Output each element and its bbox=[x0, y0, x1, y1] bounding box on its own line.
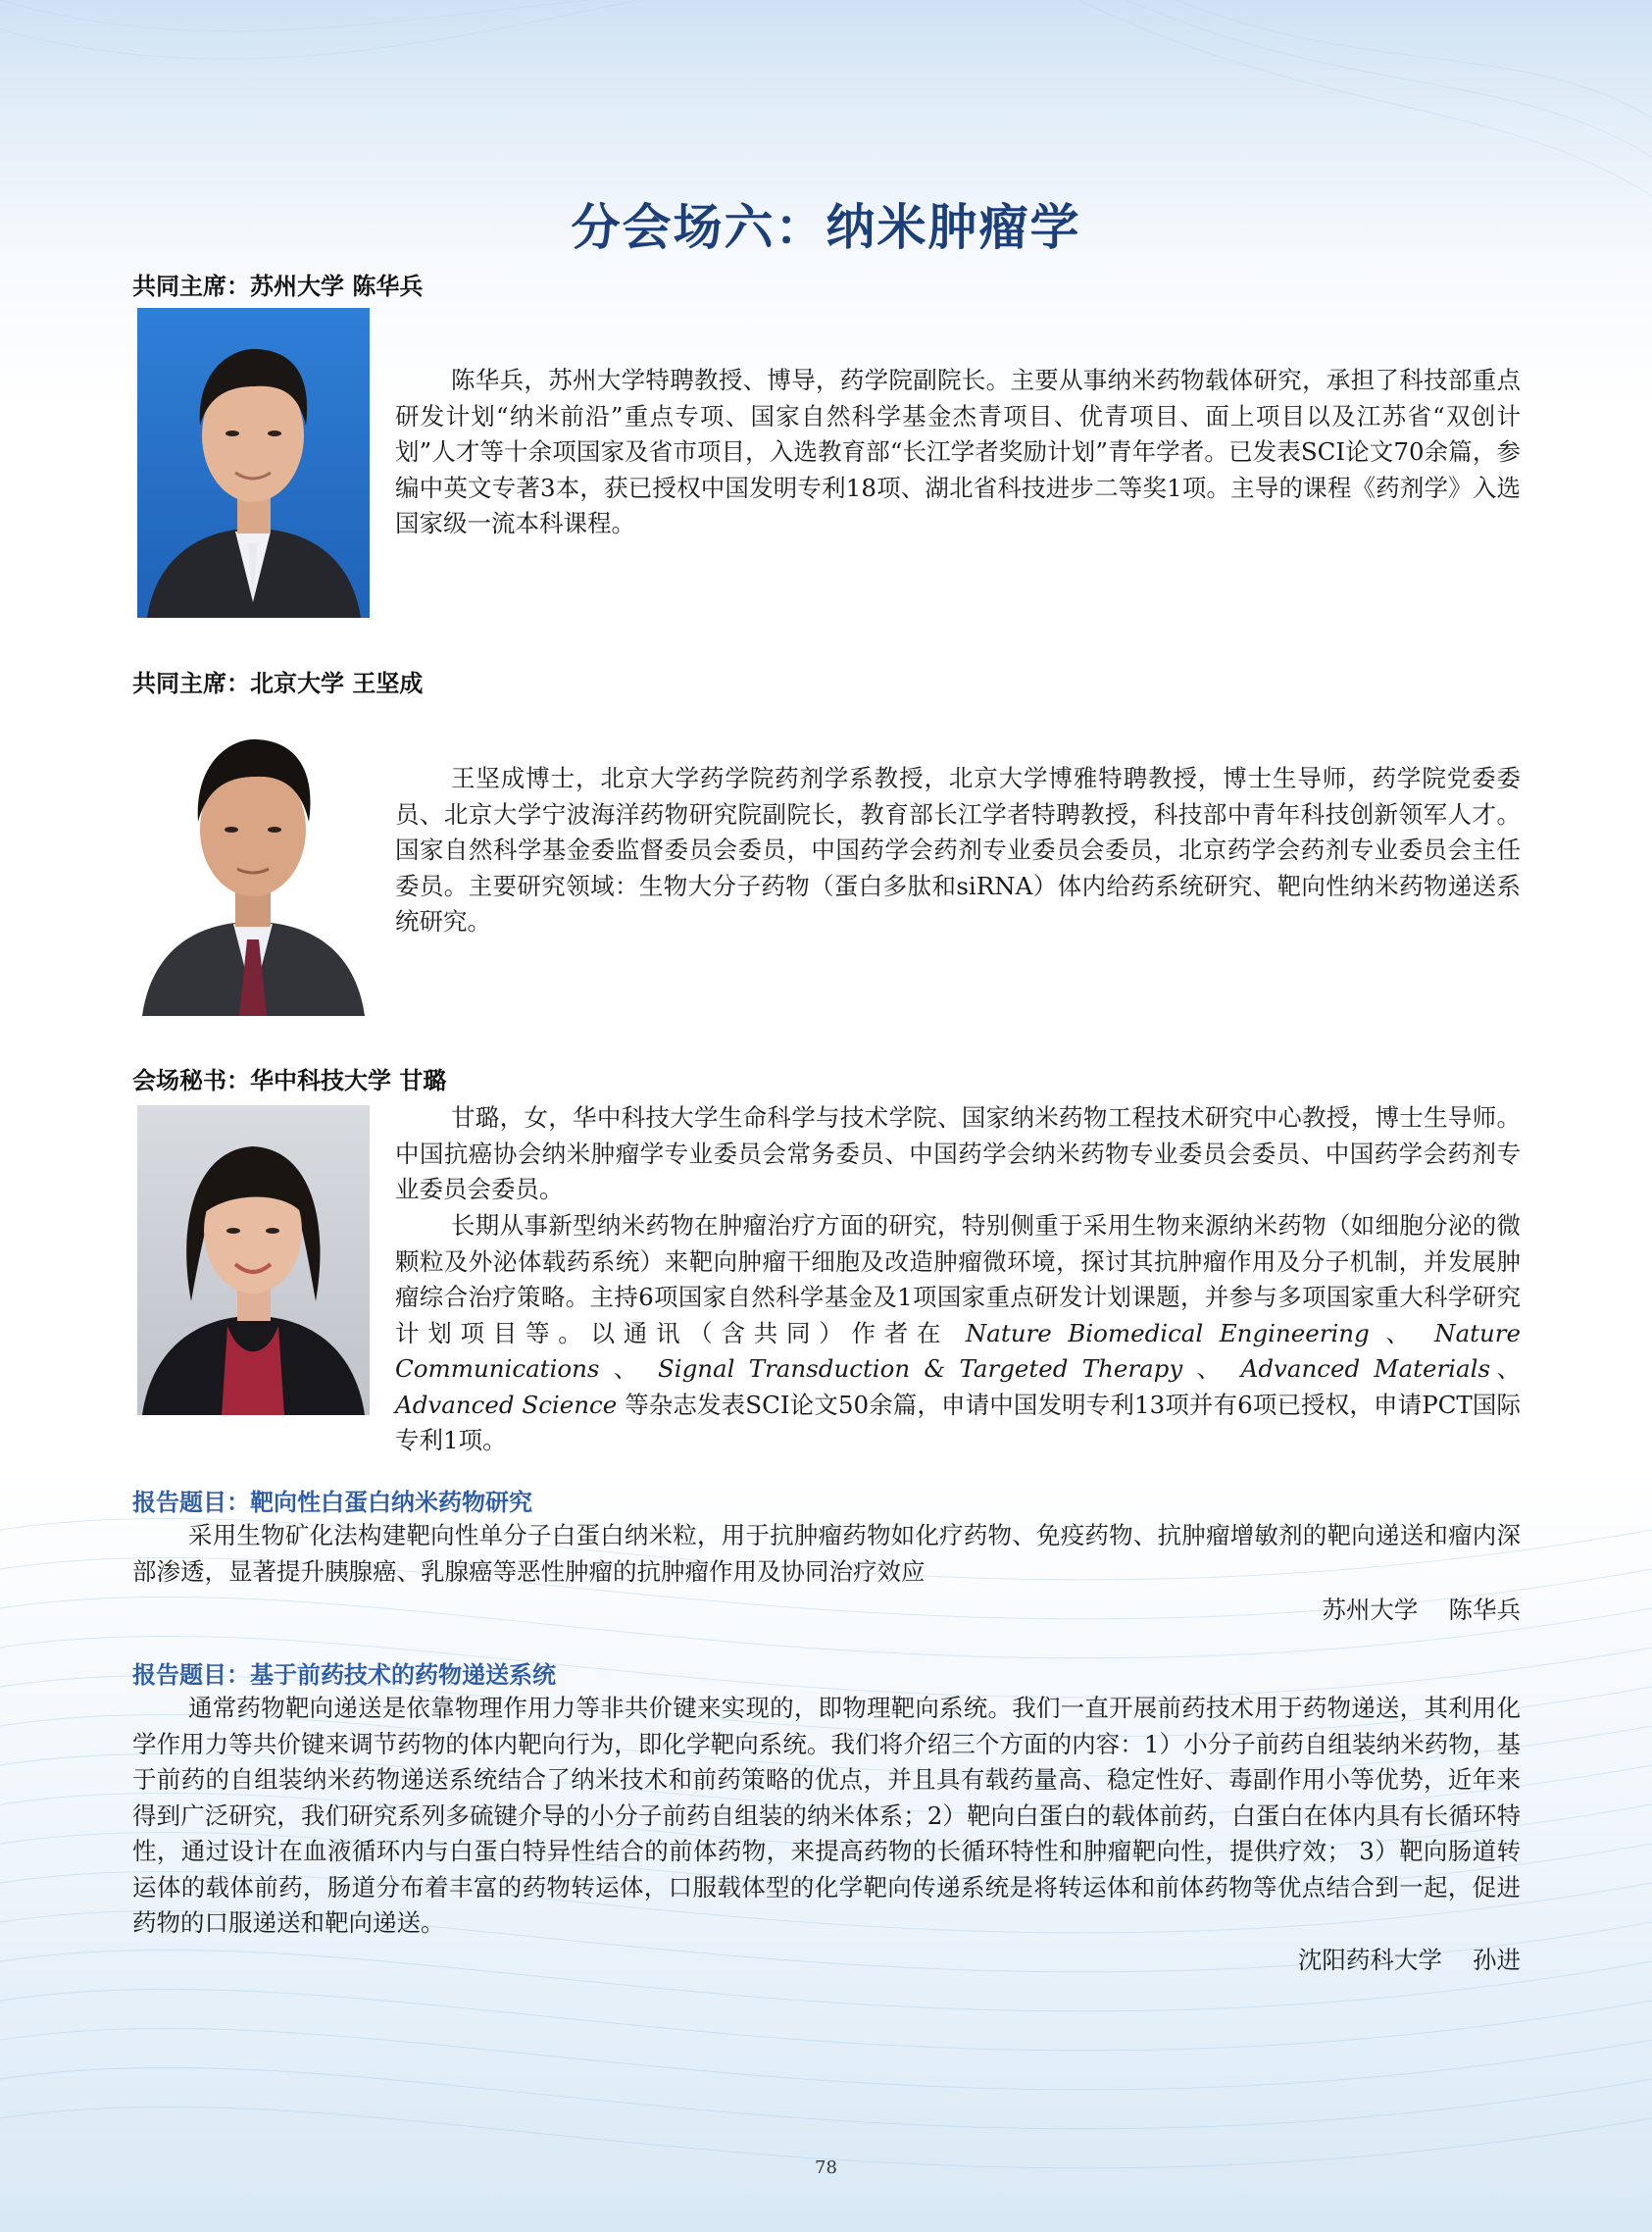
speaker-role-wang: 共同主席：北京大学 王坚成 bbox=[132, 670, 424, 697]
bio-paragraph-2 bbox=[395, 1208, 1521, 1459]
bio-text: 长期从事新型纳米药物在肿瘤治疗方面的研究，特别侧重于采用生物来源纳米药物（如细胞分泌的微颗粒及外泌体载药系统）来靶向肿瘤干细胞及改造肿瘤微环境，探讨其抗肿瘤作用及分子机制，并发展肿瘤综合治疗策略。主持6项国家自然科学基金及1项国家重点研发计划课题，并参与多项国家重大科学研究计划项目等。以通讯（含共同）作者在 bbox=[395, 1211, 1521, 1347]
journal-name: Advanced Science bbox=[395, 1390, 618, 1419]
bio-paragraph: 陈华兵，苏州大学特聘教授、博导，药学院副院长。主要从事纳米药物载体研究，承担了科技部重点研发计划“纳米前沿”重点专项、国家自然科学基金杰青项目、优青项目、面上项目以及江苏省“双创计划”人才等十余项国家及省市项目，入选教育部“长江学者奖励计划”青年学者。已发表SCI论文70余篇，参编中英文专著3本，获已授权中国发明专利18项、湖北省科技进步二等奖1项。主导的课程《药剂学》入选国家级一流本科课程。 bbox=[395, 366, 1521, 537]
report-signature-1: 苏州大学 陈华兵 bbox=[1322, 1596, 1521, 1624]
speaker-bio-gan-cont bbox=[132, 1208, 1521, 1459]
speaker-role-chen: 共同主席：苏州大学 陈华兵 bbox=[132, 273, 424, 300]
session-title: 分会场六：纳米肿瘤学 bbox=[571, 199, 1081, 256]
bio-paragraph-1: 甘璐，女，华中科技大学生命科学与技术学院、国家纳米药物工程技术研究中心教授，博士生导师。中国抗癌协会纳米肿瘤学专业委员会常务委员、中国药学会纳米药物专业委员会委员、中国药学会药剂专业委员会委员。 bbox=[395, 1103, 1521, 1203]
separator bbox=[1226, 1354, 1240, 1383]
bio-text: 等杂志发表SCI论文50余篇，申请中国发明专利13项并有6项已授权，申请PCT国际专利1项。 bbox=[395, 1390, 1522, 1454]
page-number: 78 bbox=[815, 2157, 837, 2178]
journal-name: Signal Transduction & Targeted Therapy bbox=[657, 1354, 1183, 1383]
separator: 、 bbox=[613, 1354, 644, 1383]
report-abstract-1: 采用生物矿化法构建靶向性单分子白蛋白纳米粒，用于抗肿瘤药物如化疗药物、免疫药物、抗肿瘤增敏剂的靶向递送和瘤内深部渗透，显著提升胰腺癌、乳腺癌等恶性肿瘤的抗肿瘤作用及协同治疗效应 bbox=[132, 1521, 1521, 1586]
speaker-bio-gan bbox=[395, 1100, 1521, 1208]
separator bbox=[1182, 1354, 1196, 1383]
journal-name: Advanced Materials bbox=[1240, 1354, 1491, 1383]
speaker-bio-wang bbox=[395, 761, 1521, 940]
separator: 、 bbox=[1490, 1354, 1522, 1383]
portrait-photo-chen bbox=[137, 308, 370, 618]
speaker-bio-chen bbox=[395, 363, 1521, 542]
report-abstract-2: 通常药物靶向递送是依靠物理作用力等非共价键来实现的，即物理靶向系统。我们一直开展前药技术用于药物递送，其利用化学作用力等共价键来调节药物的体内靶向行为，即化学靶向系统。我们将介绍三个方面的内容：1）小分子前药自组装纳米药物，基于前药的自组装纳米药物递送系统结合了纳米技术和前药策略的优点，并且具有载药量高、稳定性好、毒副作用小等优势，近年来得到广泛研究，我们研究系列多硫键介导的小分子前药自组装的纳米体系；2）靶向白蛋白的载体前药，白蛋白在体内具有长循环特性，通过设计在血液循环内与白蛋白特异性结合的前体药物，来提高药物的长循环特性和肿瘤靶向性，提供疗效； 3）靶向肠道转运体的载体前药，肠道分布着丰富的药物转运体，口服载体型的化学靶向传递系统是将转运体和前体药物等优点结合到一起，促进药物的口服递送和靶向递送。 bbox=[132, 1694, 1521, 1937]
report-title-2: 报告题目：基于前药技术的药物递送系统 bbox=[132, 1661, 556, 1689]
bio-paragraph: 王坚成博士，北京大学药学院药剂学系教授，北京大学博雅特聘教授，博士生导师，药学院党委委员、北京大学宁波海洋药物研究院副院长，教育部长江学者特聘教授，科技部中青年科技创新领军人才。国家自然科学基金委监督委员会委员，中国药学会药剂专业委员会委员，北京药学会药剂专业委员会主任委员。主要研究领域：生物大分子药物（蛋白多肽和siRNA）体内给药系统研究、靶向性纳米药物递送系统研究。 bbox=[395, 764, 1521, 936]
report-title-1: 报告题目：靶向性白蛋白纳米药物研究 bbox=[132, 1489, 532, 1516]
portrait-photo-wang bbox=[137, 706, 370, 1016]
separator bbox=[644, 1354, 658, 1383]
report-signature-2: 沈阳药科大学 孙进 bbox=[1297, 1946, 1521, 1974]
journal-name: Nature Biomedical Engineering bbox=[965, 1318, 1370, 1347]
separator: 、 bbox=[1196, 1354, 1227, 1383]
separator bbox=[1370, 1319, 1386, 1347]
speaker-role-gan: 会场秘书：华中科技大学 甘璐 bbox=[132, 1067, 447, 1094]
separator: 、 bbox=[1385, 1318, 1419, 1347]
separator bbox=[599, 1354, 613, 1383]
journal-name: Nature Communications bbox=[395, 1318, 1522, 1383]
separator bbox=[1419, 1319, 1435, 1347]
